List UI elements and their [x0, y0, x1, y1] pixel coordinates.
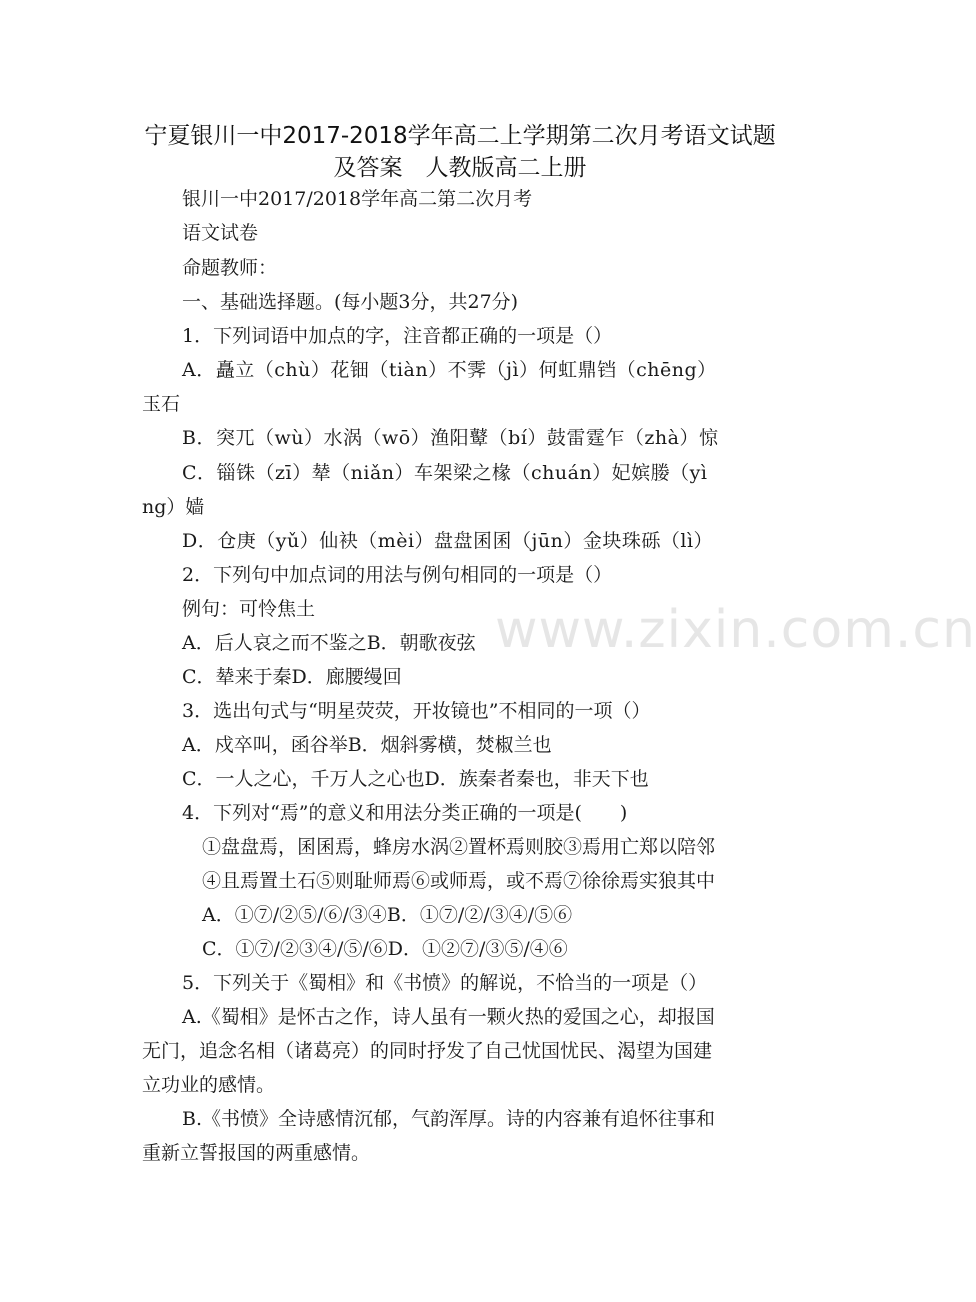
exam-subject: 语文试卷	[182, 222, 259, 244]
question-2-example: 例句：可怜焦土	[182, 598, 316, 620]
question-2-options-ab: A．后人哀之而不鉴之B．朝歌夜弦	[182, 632, 476, 654]
section-heading: 一、基础选择题。(每小题3分，共27分)	[182, 291, 519, 313]
question-1-option-c-cont: ng）嫱	[142, 496, 205, 518]
question-5-option-b: B.《书愤》全诗感情沉郁，气韵浑厚。诗的内容兼有追怀往事和	[182, 1108, 716, 1130]
question-5-option-a: A.《蜀相》是怀古之作，诗人虽有一颗火热的爱国之心，却报国	[182, 1006, 715, 1028]
exam-author: 命题教师：	[182, 257, 278, 279]
question-5-option-a-cont-2: 立功业的感情。	[142, 1074, 276, 1096]
question-4-options-cd: C．①⑦/②③④/⑤/⑥D．①②⑦/③⑤/④⑥	[202, 938, 568, 960]
question-1-option-c: C．锱铢（zī）辇（niǎn）车架梁之椽（chuán）妃嫔媵（yì	[182, 462, 708, 484]
question-1-option-a-cont: 玉石	[142, 393, 181, 415]
question-1-option-a: A．矗立（chù）花钿（tiàn）不霁（jì）何虹鼎铛（chēng）	[182, 359, 717, 381]
watermark: www.zixin.com.cn	[495, 600, 976, 660]
question-1-option-d: D．仓庚（yǔ）仙袂（mèi）盘盘囷囷（jūn）金块珠砾（lì）	[182, 530, 714, 552]
exam-header: 银川一中2017/2018学年高二第二次月考	[182, 188, 533, 210]
question-3-options-ab: A．戍卒叫，函谷举B．烟斜雾横，焚椒兰也	[182, 734, 552, 756]
question-1: 1．下列词语中加点的字，注音都正确的一项是（）	[182, 325, 613, 347]
question-1-option-b: B．突兀（wù）水涡（wō）渔阳鼙（bí）鼓雷霆乍（zhà）惊	[182, 427, 719, 449]
question-5-option-a-cont-1: 无门，追念名相（诸葛亮）的同时抒发了自己忧国忧民、渴望为国建	[142, 1040, 713, 1062]
document-title-line-2: 及答案 人教版高二上册	[333, 155, 587, 181]
question-4-items-1: ①盘盘焉，囷囷焉，蜂房水涡②置杯焉则胶③焉用亡郑以陪邻	[202, 836, 716, 858]
question-4-options-ab: A．①⑦/②⑤/⑥/③④B．①⑦/②/③④/⑤⑥	[202, 904, 573, 926]
question-2-options-cd: C．辇来于秦D．廊腰缦回	[182, 666, 402, 688]
question-5: 5．下列关于《蜀相》和《书愤》的解说，不恰当的一项是（）	[182, 972, 708, 994]
document-title-line-1: 宁夏银川一中2017-2018学年高二上学期第二次月考语文试题	[144, 123, 776, 149]
question-5-option-b-cont: 重新立誓报国的两重感情。	[142, 1142, 371, 1164]
question-3-options-cd: C．一人之心，千万人之心也D．族秦者秦也，非天下也	[182, 768, 649, 790]
question-3: 3．选出句式与“明星荧荧，开妆镜也”不相同的一项（）	[182, 700, 651, 722]
question-4: 4．下列对“焉”的意义和用法分类正确的一项是( )	[182, 802, 628, 824]
question-2: 2．下列句中加点词的用法与例句相同的一项是（）	[182, 564, 613, 586]
question-4-items-2: ④且焉置土石⑤则耻师焉⑥或师焉，或不焉⑦徐徐焉实狼其中	[202, 870, 716, 892]
